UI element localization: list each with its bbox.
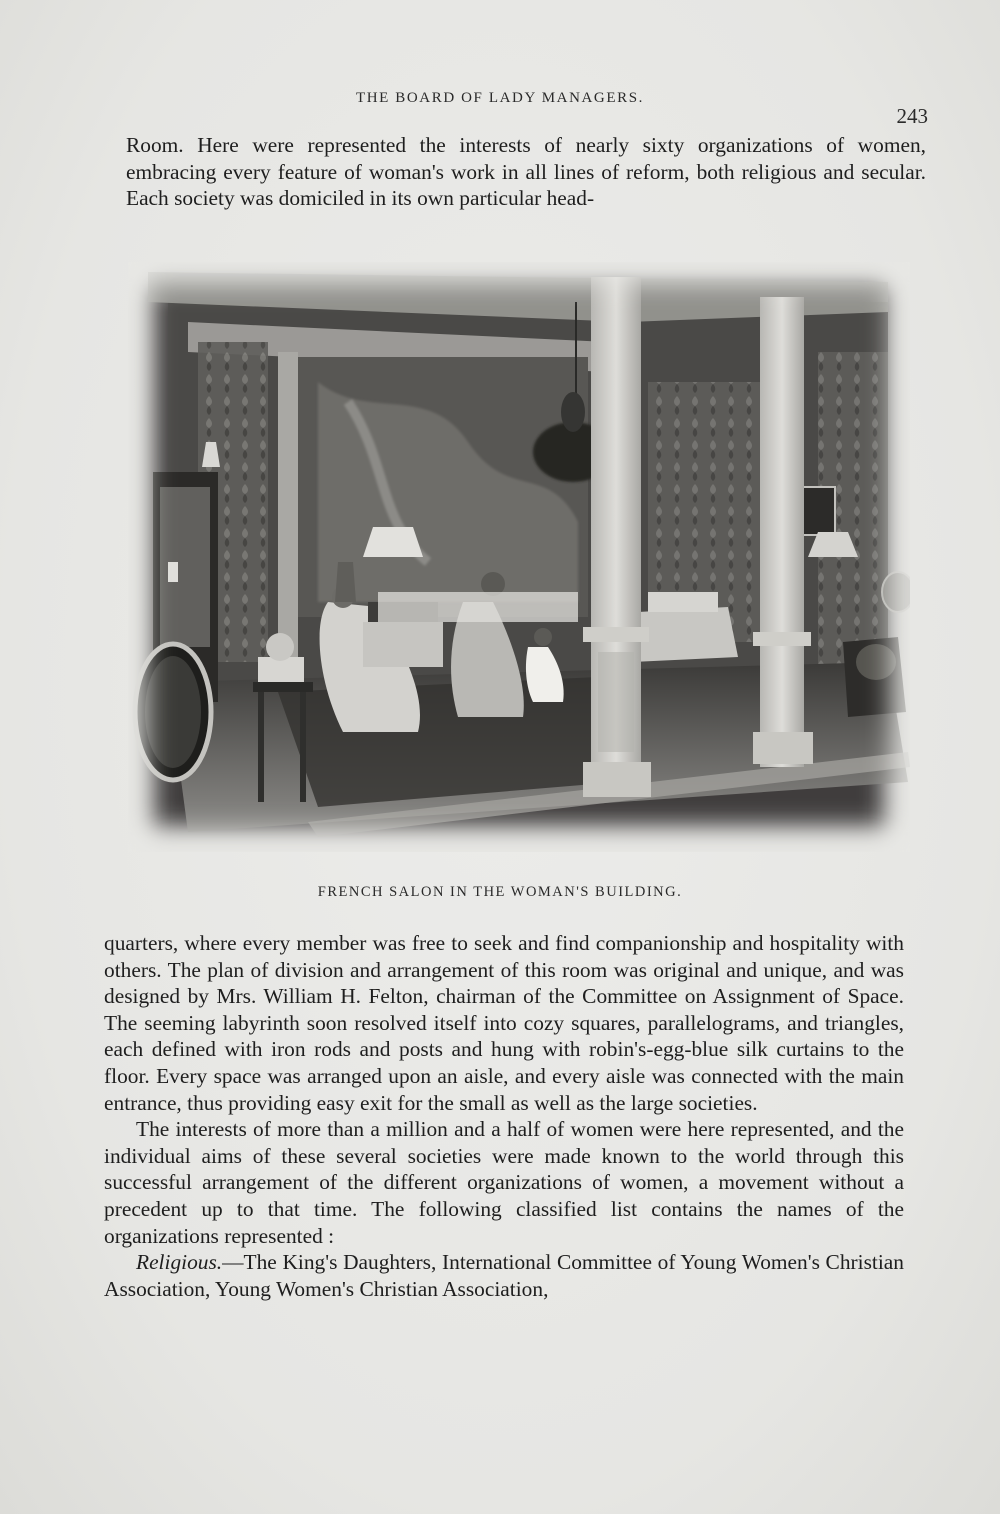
top-paragraph: Room. Here were represented the interests of nearly sixty organizations of women, embracing every feature of woman's work in all lines of reform, both religious and secular. Each society was domiciled in its own particular head- [126, 133, 926, 211]
category-label-religious: Religious. [136, 1250, 223, 1275]
body-paragraph-2: The interests of more than a million and a half of women were here represented, and the individual aims of these several societies were made known to the world through this successful arrangement of the different organizations of women, a movement without a precedent up to that time. The following classified list contains the names of the organizations represented : [104, 1117, 904, 1248]
salon-photograph-drawing [128, 262, 910, 852]
body-text [104, 930, 904, 1302]
figure-caption: FRENCH SALON IN THE WOMAN'S BUILDING. [317, 884, 683, 900]
religious-organizations-text: —The King's Daughters, International Committee of Young Women's Christian Association, Young Women's Christian Association, [104, 1250, 904, 1301]
salon-photograph [128, 262, 910, 852]
body-paragraph-1: quarters, where every member was free to seek and find companionship and hospitality with others. The plan of division and arrangement of this room was original and unique, and was designed by Mrs. William H. Felton, chairman of the Committee on Assignment of Space. The seeming labyrinth soon resolved itself into cozy squares, parallelograms, and triangles, each defined with iron rods and posts and hung with robin's-egg-blue silk curtains to the floor. Every space was arranged upon an aisle, and every aisle was connected with the main entrance, thus providing easy exit for the small as well as the large societies. [104, 931, 904, 1115]
running-head: THE BOARD OF LADY MANAGERS. [355, 90, 645, 106]
top-paragraph-block [126, 132, 926, 212]
page-number: 243 [896, 104, 928, 128]
body-paragraph-3 [104, 1249, 904, 1302]
